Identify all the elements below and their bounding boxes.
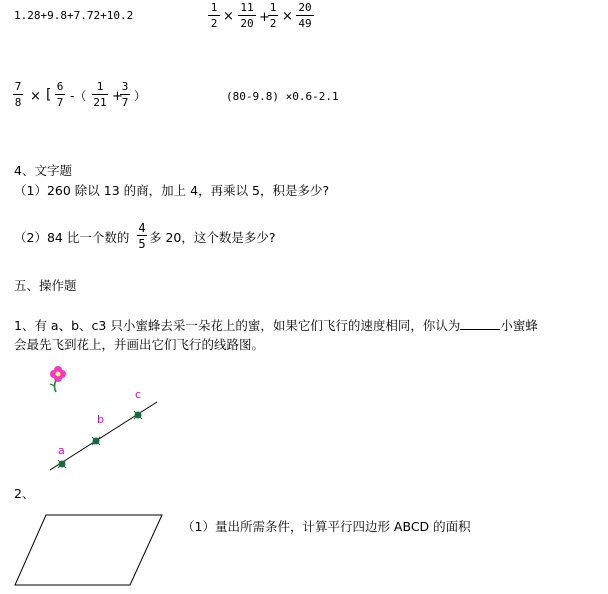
- times-sign: ×: [223, 9, 234, 24]
- flower-icon: [50, 366, 66, 392]
- times-sign: ×: [30, 89, 41, 104]
- expression-4: (80-9.8) ×0.6-2.1: [226, 90, 339, 103]
- bee-a-label: a: [58, 444, 65, 457]
- bee-c-icon: [134, 411, 142, 419]
- section-5-question-1-line-2: 会最先飞到花上，并画出它们飞行的线路图。: [14, 337, 265, 352]
- fraction: $\frac{11}{20}$: [238, 2, 256, 30]
- bee-b-label: b: [97, 413, 104, 426]
- section-4-question-1: （1）260 除以 13 的商，加上 4，再乘以 5，积是多少?: [14, 183, 330, 198]
- plus-sign: +: [112, 89, 123, 104]
- expression-1: 1.28+9.8+7.72+10.2: [14, 9, 134, 22]
- section-5-title: 五、操作题: [14, 278, 77, 293]
- bee-flower-diagram: [40, 360, 170, 475]
- fraction: $\frac{3}{7}$: [121, 80, 129, 109]
- parallelogram-abcd: [12, 512, 167, 588]
- bee-a-icon: [58, 460, 66, 468]
- fraction: $\frac{1}{21}$: [93, 80, 107, 109]
- section-5-question-2-number: 2、: [14, 486, 35, 501]
- bee-c-label: c: [135, 388, 142, 401]
- plus-sign: +: [259, 10, 270, 25]
- fraction: $\frac{6}{7}$: [56, 80, 64, 109]
- close-paren: ）: [134, 89, 147, 103]
- fraction: $\frac{1}{2}$: [269, 1, 277, 30]
- times-sign: ×: [282, 9, 293, 24]
- fraction: $\frac{7}{8}$: [14, 80, 22, 109]
- answer-blank: [460, 319, 500, 330]
- fraction: $\frac{4}{5}$: [138, 221, 146, 251]
- section-5-question-2-text: （1）量出所需条件，计算平行四边形 ABCD 的面积: [182, 519, 471, 534]
- fraction: $\frac{20}{49}$: [296, 2, 314, 30]
- section-4-title: 4、文字题: [14, 163, 72, 178]
- left-bracket: [: [46, 87, 52, 103]
- fraction: $\frac{1}{2}$: [208, 2, 220, 30]
- minus-open-paren: -（: [70, 89, 87, 103]
- section-5-question-1-line-1: 1、有 a、b、c3 只小蜜蜂去采一朵花上的蜜，如果它们飞行的速度相同，你认为 小蜜蜂: [14, 318, 538, 333]
- bee-b-icon: [92, 437, 100, 445]
